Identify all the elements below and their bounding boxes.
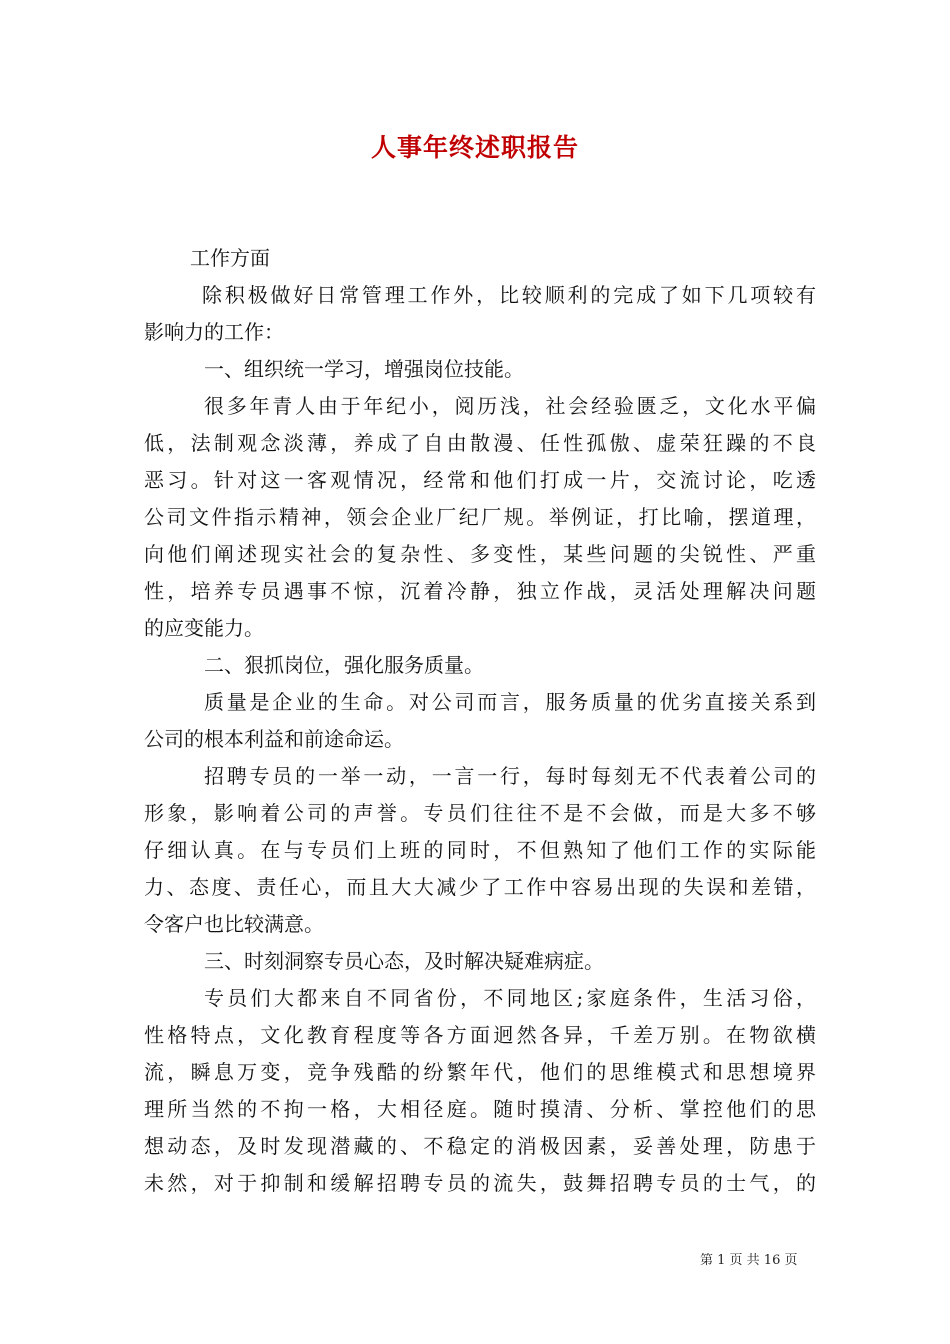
paragraph-line: 质量是企业的生命。对公司而言，服务质量的优劣直接关系到 xyxy=(204,690,816,714)
paragraph-line: 公司的根本利益和前途命运。 xyxy=(144,727,404,751)
item-heading: 一、组织统一学习，增强岗位技能。 xyxy=(204,357,524,381)
document-title: 人事年终述职报告 xyxy=(370,133,579,162)
paragraph-line: 未然，对于抑制和缓解招聘专员的流失，鼓舞招聘专员的士气，的 xyxy=(144,1171,816,1195)
paragraph-line: 理所当然的不拘一格，大相径庭。随时摸清、分析、掌控他们的思 xyxy=(144,1097,816,1121)
paragraph-line: 公司文件指示精神，领会企业厂纪厂规。举例证，打比喻，摆道理， xyxy=(144,505,816,529)
paragraph-line: 向他们阐述现实社会的复杂性、多变性，某些问题的尖锐性、严重 xyxy=(144,542,816,566)
section-heading: 工作方面 xyxy=(190,246,270,270)
paragraph-line: 令客户也比较满意。 xyxy=(144,912,324,936)
paragraph-line: 性格特点，文化教育程度等各方面迥然各异，千差万别。在物欲横 xyxy=(144,1023,816,1047)
paragraph-line: 除积极做好日常管理工作外，比较顺利的完成了如下几项较有 xyxy=(202,283,816,307)
paragraph-line: 仔细认真。在与专员们上班的同时，不但熟知了他们工作的实际能 xyxy=(144,838,816,862)
paragraph-line: 低，法制观念淡薄，养成了自由散漫、任性孤傲、虚荣狂躁的不良 xyxy=(144,431,816,455)
paragraph-line: 恶习。针对这一客观情况，经常和他们打成一片，交流讨论，吃透 xyxy=(144,468,816,492)
page-number: 第 1 页 共 16 页 xyxy=(700,1253,798,1268)
paragraph-line: 招聘专员的一举一动，一言一行，每时每刻无不代表着公司的 xyxy=(204,764,816,788)
paragraph-line: 想动态，及时发现潜藏的、不稳定的消极因素，妥善处理，防患于 xyxy=(144,1134,816,1158)
document-body xyxy=(144,240,816,1202)
paragraph-line: 专员们大都来自不同省份，不同地区;家庭条件，生活习俗， xyxy=(204,986,816,1010)
item-heading: 三、时刻洞察专员心态，及时解决疑难病症。 xyxy=(204,949,604,973)
paragraph-line: 形象，影响着公司的声誉。专员们往往不是不会做，而是大多不够 xyxy=(144,801,816,825)
paragraph-line: 影响力的工作： xyxy=(144,320,284,344)
paragraph-line: 很多年青人由于年纪小，阅历浅，社会经验匮乏，文化水平偏 xyxy=(204,394,816,418)
item-heading: 二、狠抓岗位，强化服务质量。 xyxy=(204,653,484,677)
paragraph-line: 性，培养专员遇事不惊，沉着冷静，独立作战，灵活处理解决问题 xyxy=(144,579,816,603)
paragraph-line: 力、态度、责任心，而且大大减少了工作中容易出现的失误和差错， xyxy=(144,875,816,899)
paragraph-line: 流，瞬息万变，竞争残酷的纷繁年代，他们的思维模式和思想境界 xyxy=(144,1060,816,1084)
paragraph-line: 的应变能力。 xyxy=(144,616,264,640)
